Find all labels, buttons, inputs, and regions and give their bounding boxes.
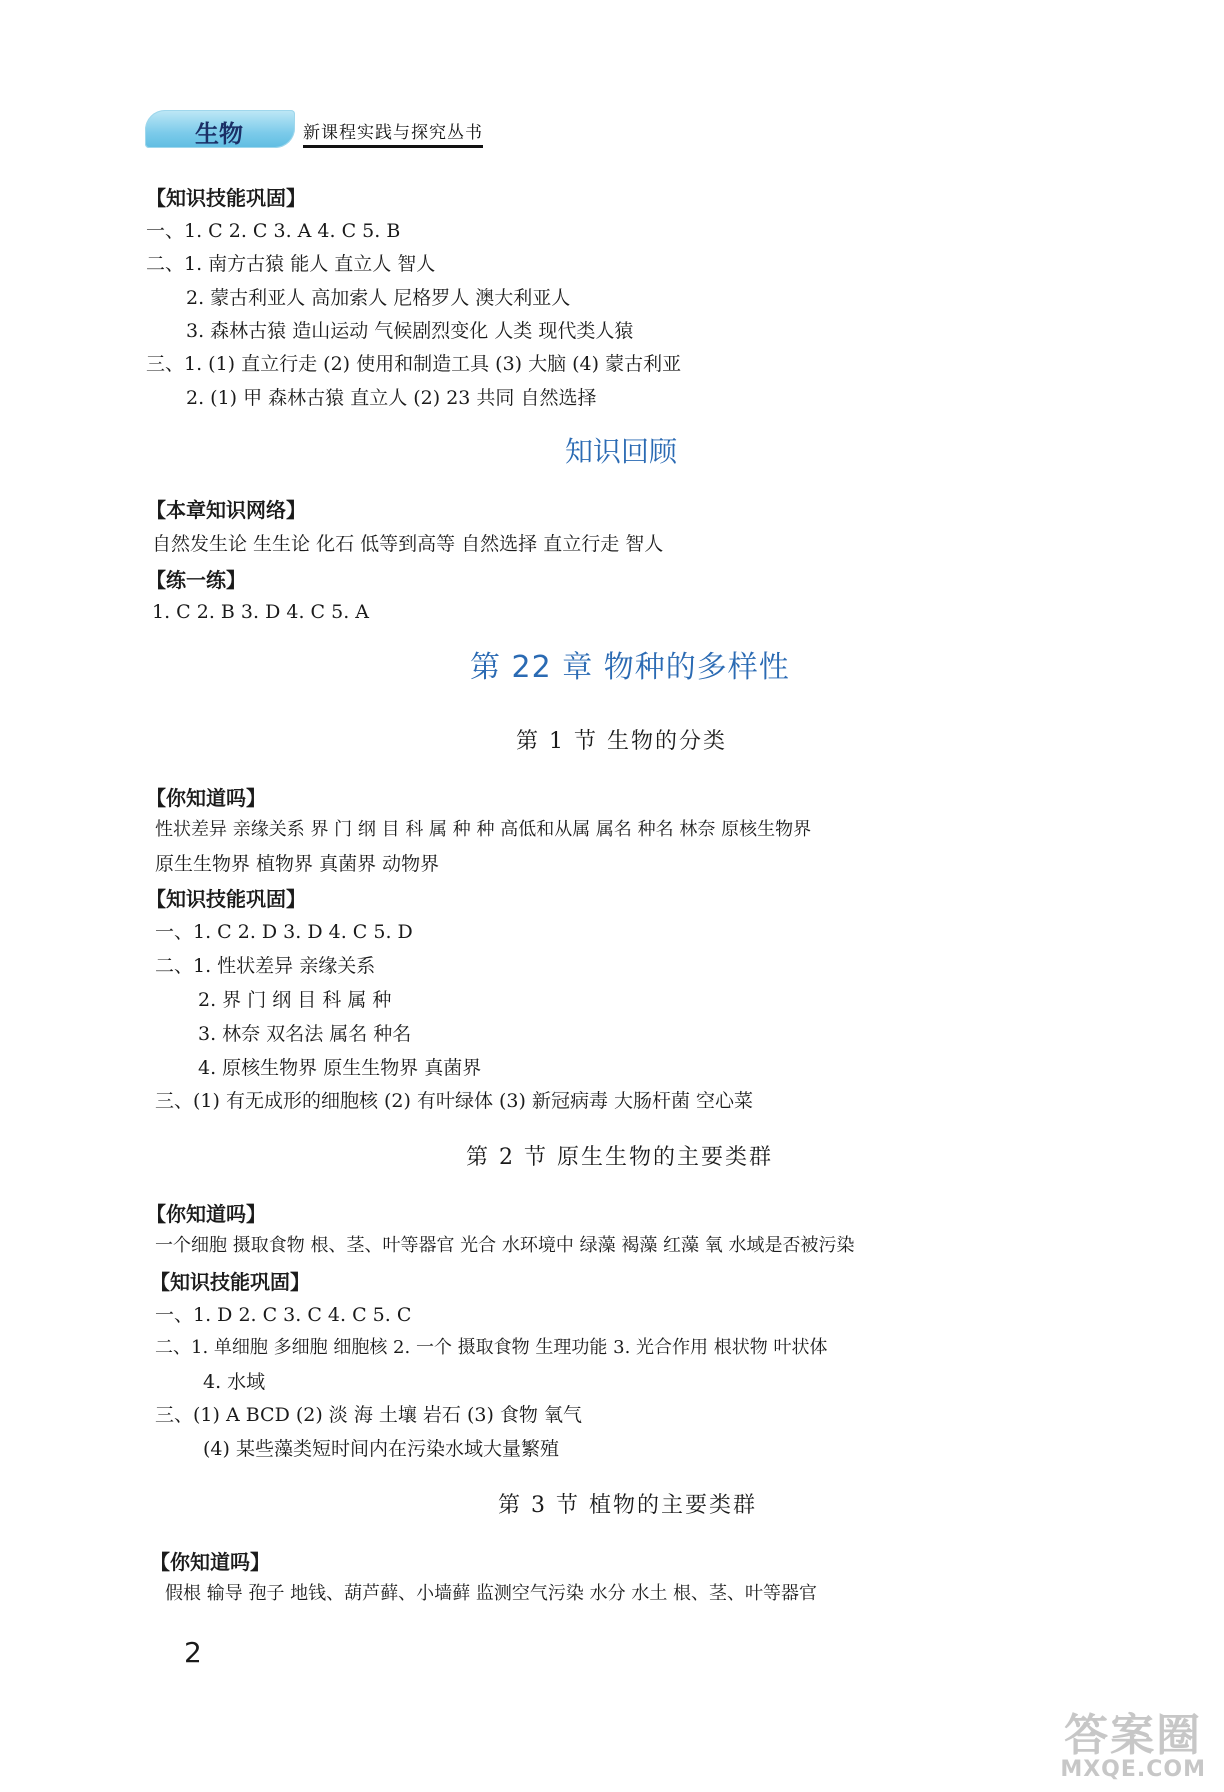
section-title-3: 第 3 节 植物的主要类群 xyxy=(498,1493,757,1518)
answer-line: 一、1. C 2. D 3. D 4. C 5. D xyxy=(155,921,413,943)
answer-line: 性状差异 亲缘关系 界 门 纲 目 科 属 种 种 高低和从属 属名 种名 林奈 原核生物界 xyxy=(155,819,812,840)
heading-skills-1: 【知识技能巩固】 xyxy=(146,887,306,911)
answer-line: 一个细胞 摄取食物 根、茎、叶等器官 光合 水环境中 绿藻 褐藻 红藻 氧 水域是否被污染 xyxy=(155,1235,855,1256)
heading-skills-2: 【知识技能巩固】 xyxy=(150,1270,310,1294)
page-number: 2 xyxy=(184,1636,202,1669)
heading-skills-0: 【知识技能巩固】 xyxy=(146,186,306,210)
heading-did-you-know-1: 【你知道吗】 xyxy=(146,786,266,810)
answer-line: 三、(1) 有无成形的细胞核 (2) 有叶绿体 (3) 新冠病毒 大肠杆菌 空心菜 xyxy=(155,1090,754,1112)
answer-line: 一、1. C 2. C 3. A 4. C 5. B xyxy=(146,220,401,242)
heading-did-you-know-2: 【你知道吗】 xyxy=(146,1202,266,1226)
answer-line: (4) 某些藻类短时间内在污染水域大量繁殖 xyxy=(203,1438,559,1460)
subject-badge xyxy=(145,110,295,148)
section-title-1: 第 1 节 生物的分类 xyxy=(516,729,727,754)
answer-line: 3. 林奈 双名法 属名 种名 xyxy=(198,1023,412,1045)
watermark-text: 答案圈 xyxy=(1064,1710,1203,1761)
heading-did-you-know-3: 【你知道吗】 xyxy=(150,1550,270,1574)
series-title: 新课程实践与探究丛书 xyxy=(303,118,483,148)
watermark-logo xyxy=(1060,1699,1206,1782)
answer-line: 原生生物界 植物界 真菌界 动物界 xyxy=(155,853,440,875)
review-title: 知识回顾 xyxy=(565,435,678,468)
answer-line: 三、1. (1) 直立行走 (2) 使用和制造工具 (3) 大脑 (4) 蒙古利亚 xyxy=(146,353,682,375)
answer-line: 自然发生论 生生论 化石 低等到高等 自然选择 直立行走 智人 xyxy=(152,533,664,555)
answer-line: 二、1. 南方古猿 能人 直立人 智人 xyxy=(146,253,436,275)
chapter-title: 第 22 章 物种的多样性 xyxy=(470,650,790,685)
answer-line: 假根 输导 孢子 地钱、葫芦藓、小墙藓 监测空气污染 水分 水土 根、茎、叶等器官 xyxy=(165,1583,818,1604)
answer-line: 2. 界 门 纲 目 科 属 种 xyxy=(198,989,392,1011)
answer-line: 4. 原核生物界 原生生物界 真菌界 xyxy=(198,1057,482,1079)
answer-line: 3. 森林古猿 造山运动 气候剧烈变化 人类 现代类人猿 xyxy=(186,320,634,342)
answer-line: 二、1. 性状差异 亲缘关系 xyxy=(155,955,376,977)
answer-line: 4. 水域 xyxy=(203,1371,266,1393)
answer-line: 一、1. D 2. C 3. C 4. C 5. C xyxy=(155,1304,412,1326)
section-title-2: 第 2 节 原生生物的主要类群 xyxy=(466,1145,773,1170)
answer-line: 2. (1) 甲 森林古猿 直立人 (2) 23 共同 自然选择 xyxy=(186,387,597,409)
answer-line: 2. 蒙古利亚人 高加索人 尼格罗人 澳大利亚人 xyxy=(186,287,571,309)
answer-line: 二、1. 单细胞 多细胞 细胞核 2. 一个 摄取食物 生理功能 3. 光合作用 根状物 叶状体 xyxy=(155,1337,828,1358)
answer-line: 三、(1) A BCD (2) 淡 海 土壤 岩石 (3) 食物 氧气 xyxy=(155,1404,582,1426)
heading-practice: 【练一练】 xyxy=(146,568,246,592)
subject-label: 生物 xyxy=(195,120,243,148)
answer-line: 1. C 2. B 3. D 4. C 5. A xyxy=(152,601,369,623)
watermark-url: MXQE.COM xyxy=(1060,1757,1206,1782)
heading-network: 【本章知识网络】 xyxy=(146,498,306,522)
